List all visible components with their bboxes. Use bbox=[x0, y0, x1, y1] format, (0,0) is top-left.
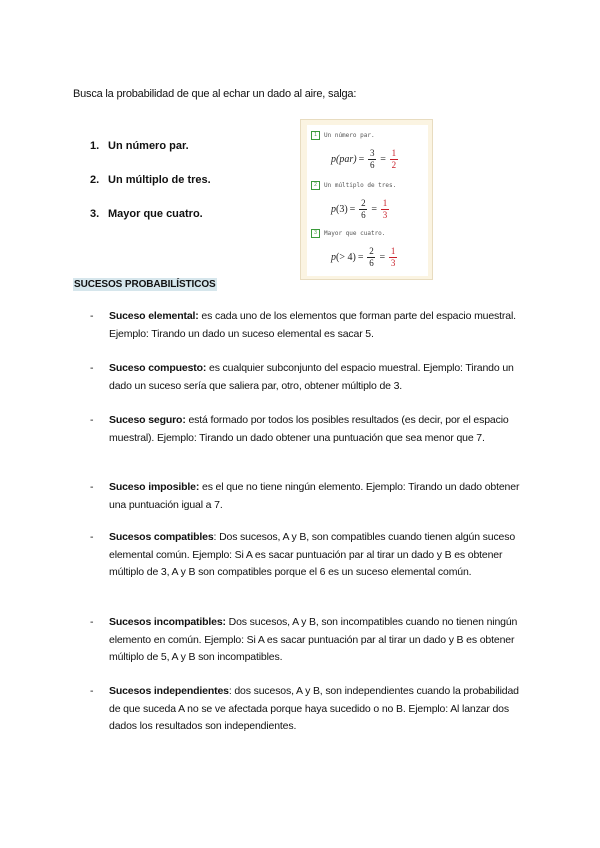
numerator: 1 bbox=[390, 246, 396, 256]
list-dash: - bbox=[90, 531, 94, 543]
section-title: SUCESOS PROBABILÍSTICOS bbox=[74, 279, 216, 290]
solution-step-label bbox=[311, 181, 396, 190]
list-text: Un número par. bbox=[108, 140, 189, 152]
denominator: 3 bbox=[390, 258, 396, 268]
formula-equals: = bbox=[380, 154, 386, 165]
list-number: 1. bbox=[90, 140, 100, 152]
formula-arg: (3) bbox=[336, 204, 348, 215]
step-label: Un múltiplo de tres. bbox=[324, 182, 397, 189]
list-item bbox=[90, 174, 211, 208]
step-label: Mayor que cuatro. bbox=[324, 230, 386, 237]
formula-equals: = bbox=[349, 204, 356, 215]
item-body bbox=[109, 360, 529, 395]
list-number: 3. bbox=[90, 208, 100, 220]
item-term: Suceso imposible: bbox=[109, 481, 200, 493]
list-dash: - bbox=[90, 310, 94, 322]
numerator: 2 bbox=[361, 198, 366, 208]
list-dash: - bbox=[90, 616, 94, 628]
list-dash: - bbox=[90, 414, 94, 426]
solution-card bbox=[300, 119, 433, 280]
list-text: Un múltiplo de tres. bbox=[108, 174, 211, 186]
item-body bbox=[109, 412, 529, 447]
solution-step-label bbox=[311, 131, 375, 140]
solution-card-inner bbox=[307, 125, 428, 276]
item-text: : Dos sucesos, A y B, son compatibles cuando tienen algún suceso elemental común. Ejemplo: Si A es sacar puntuación par al tirar un dado y B es obtener múltiplo de 3, A y B son compatibles porque el 6 es un suceso elemental común. bbox=[109, 531, 516, 578]
fraction-result bbox=[389, 247, 397, 268]
fraction bbox=[359, 199, 367, 220]
denominator: 3 bbox=[382, 210, 388, 220]
probability-formula bbox=[331, 149, 400, 170]
formula-equals: = bbox=[358, 154, 365, 165]
solution-step-label bbox=[311, 229, 385, 238]
list-dash: - bbox=[90, 685, 94, 697]
denominator: 6 bbox=[361, 210, 366, 220]
probability-formula bbox=[331, 199, 391, 220]
item-text: está formado por todos los posibles resultados (es decir, por el espacio muestral). Ejemplo: Tirando un dado obtener una puntuación que sea menor que 7. bbox=[109, 414, 509, 444]
question-list bbox=[90, 140, 211, 242]
list-item bbox=[90, 208, 211, 242]
formula-arg: (par) bbox=[336, 154, 357, 165]
denominator: 2 bbox=[391, 160, 397, 170]
formula-equals: = bbox=[371, 204, 377, 215]
fraction bbox=[367, 247, 375, 268]
step-label: Un número par. bbox=[324, 132, 375, 139]
list-number: 2. bbox=[90, 174, 100, 186]
item-term: Sucesos independientes bbox=[109, 685, 229, 697]
fraction-result bbox=[381, 199, 389, 220]
list-text: Mayor que cuatro. bbox=[108, 208, 203, 220]
step-badge: 3 bbox=[311, 229, 320, 238]
numerator: 3 bbox=[369, 148, 375, 158]
item-text: es cada uno de los elementos que forman parte del espacio muestral. Ejemplo: Tirando un dado un suceso elemental es sacar 5. bbox=[109, 310, 516, 340]
item-body bbox=[109, 308, 529, 343]
formula-p: p bbox=[331, 154, 336, 165]
list-dash: - bbox=[90, 481, 94, 493]
step-badge: 2 bbox=[311, 181, 320, 190]
list-dash: - bbox=[90, 362, 94, 374]
item-body bbox=[109, 479, 529, 514]
item-body bbox=[109, 614, 529, 667]
list-item bbox=[90, 140, 211, 174]
item-term: Suceso compuesto: bbox=[109, 362, 207, 374]
intro-text: Busca la probabilidad de que al echar un dado al aire, salga: bbox=[73, 88, 357, 100]
item-term: Suceso seguro: bbox=[109, 414, 186, 426]
item-text: : dos sucesos, A y B, son independientes cuando la probabilidad de que suceda A no se ve afectada porque haya sucedido o no B. Ejemplo: Al lanzar dos dados los resultados son independientes. bbox=[109, 685, 519, 732]
item-term: Sucesos incompatibles: bbox=[109, 616, 226, 628]
item-body bbox=[109, 683, 529, 736]
numerator: 1 bbox=[382, 198, 388, 208]
numerator: 2 bbox=[369, 246, 374, 256]
formula-p: p bbox=[331, 252, 336, 263]
item-text: es cualquier subconjunto del espacio muestral. Ejemplo: Tirando un dado un suceso sería que saliera par, otro, obtener múltiplo de 3. bbox=[109, 362, 514, 392]
denominator: 6 bbox=[369, 258, 374, 268]
item-term: Sucesos compatibles bbox=[109, 531, 214, 543]
fraction bbox=[368, 149, 376, 170]
numerator: 1 bbox=[391, 148, 397, 158]
formula-equals: = bbox=[357, 252, 364, 263]
fraction-result bbox=[390, 149, 398, 170]
formula-arg: (> 4) bbox=[336, 252, 356, 263]
formula-equals: = bbox=[379, 252, 386, 263]
formula-p: p bbox=[331, 204, 336, 215]
item-text: Dos sucesos, A y B, son incompatibles cuando no tienen ningún elemento en común. Ejemplo: Si A es sacar puntuación par al tirar un dado y B es obtener múltiplo de 5, A y B son incompatibles. bbox=[109, 616, 518, 663]
denominator: 6 bbox=[369, 160, 375, 170]
item-text: es el que no tiene ningún elemento. Ejemplo: Tirando un dado obtener una puntuación igual a 7. bbox=[109, 481, 520, 511]
item-body bbox=[109, 529, 529, 582]
probability-formula bbox=[331, 247, 399, 268]
item-term: Suceso elemental: bbox=[109, 310, 199, 322]
step-badge: 1 bbox=[311, 131, 320, 140]
